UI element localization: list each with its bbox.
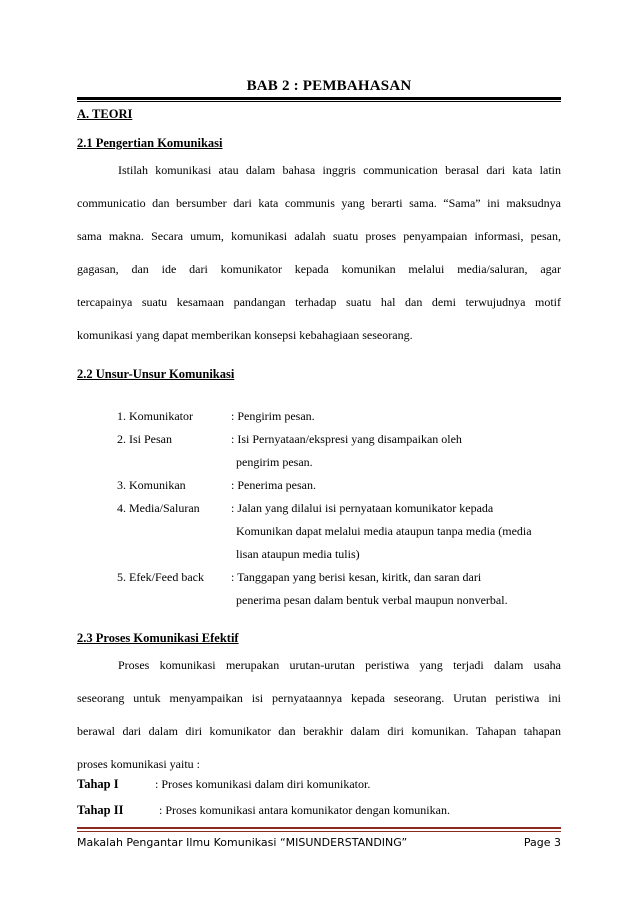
- list-item-continuation: pengirim pesan.: [236, 455, 313, 469]
- list-item-definition: : Penerima pesan.: [231, 478, 316, 492]
- footer-page-number: Page 3: [523, 836, 561, 849]
- chapter-title: [0, 78, 638, 95]
- footer-rule-thick: [77, 827, 561, 829]
- paragraph-line: Proses komunikasi merupakan urutan-urutan peristiwa yang terjadi dalam usaha: [118, 658, 561, 672]
- paragraph-line: sama makna. Secara umum, komunikasi adalah suatu proses penyampaian informasi, pesan,: [77, 229, 561, 243]
- footer-rule-thin: [77, 831, 561, 832]
- list-item-definition: : Isi Pernyataan/ekspresi yang disampaikan oleh: [231, 432, 462, 446]
- paragraph-line: Istilah komunikasi atau dalam bahasa inggris communication berasal dari kata latin: [118, 163, 561, 177]
- section-2-3-heading: 2.3 Proses Komunikasi Efektif: [77, 631, 239, 645]
- list-item-continuation: penerima pesan dalam bentuk verbal maupun nonverbal.: [236, 593, 508, 607]
- tahap-value: : Proses komunikasi antara komunikator dengan komunikan.: [159, 803, 450, 817]
- list-item-continuation: Komunikan dapat melalui media ataupun tanpa media (media: [236, 524, 532, 538]
- paragraph-line: communicatio dan bersumber dari kata communis yang berarti sama. “Sama” ini maksudnya: [77, 196, 561, 210]
- list-item-definition: : Pengirim pesan.: [231, 409, 315, 423]
- list-item-term: 4. Media/Saluran: [117, 501, 200, 515]
- section-2-1-paragraph: [77, 154, 561, 352]
- section-a-heading: A. TEORI: [77, 107, 133, 121]
- title-rule-thick: [77, 97, 561, 100]
- list-item-term: 1. Komunikator: [117, 409, 193, 423]
- footer-document-title: Makalah Pengantar Ilmu Komunikasi “MISUNDERSTANDING”: [77, 836, 408, 849]
- section-2-1-heading: 2.1 Pengertian Komunikasi: [77, 136, 223, 150]
- list-item-definition: : Jalan yang dilalui isi pernyataan komunikator kepada: [231, 501, 494, 515]
- tahap-value: : Proses komunikasi dalam diri komunikator.: [155, 777, 371, 791]
- paragraph-line: komunikasi yang dapat memberikan konsepsi kebahagiaan seseorang.: [77, 328, 413, 342]
- paragraph-line: seseorang untuk menyampaikan isi pernyataannya kepada seseorang. Urutan peristiwa ini: [77, 691, 561, 705]
- title-rule-thin: [77, 101, 561, 102]
- paragraph-line: proses komunikasi yaitu :: [77, 757, 200, 771]
- list-item-definition: : Tanggapan yang berisi kesan, kiritk, dan saran dari: [231, 570, 482, 584]
- paragraph-line: berawal dari dalam diri komunikator dan berakhir dalam diri komunikan. Tahapan tahapan: [77, 724, 561, 738]
- section-2-3-paragraph: [77, 649, 561, 781]
- chapter-title-text: BAB 2 : PEMBAHASAN: [246, 78, 412, 94]
- tahap-label: Tahap II: [77, 803, 124, 817]
- list-item-term: 5. Efek/Feed back: [117, 570, 204, 584]
- list-item-continuation: lisan ataupun media tulis): [236, 547, 360, 561]
- paragraph-line: tercapainya suatu kesamaan pandangan terhadap suatu hal dan demi terwujudnya motif: [77, 295, 561, 309]
- section-2-2-heading: 2.2 Unsur-Unsur Komunikasi: [77, 367, 235, 381]
- paragraph-line: gagasan, dan ide dari komunikator kepada komunikan melalui media/saluran, agar: [77, 262, 561, 276]
- tahap-label: Tahap I: [77, 777, 119, 791]
- list-item-term: 2. Isi Pesan: [117, 432, 172, 446]
- list-item-term: 3. Komunikan: [117, 478, 186, 492]
